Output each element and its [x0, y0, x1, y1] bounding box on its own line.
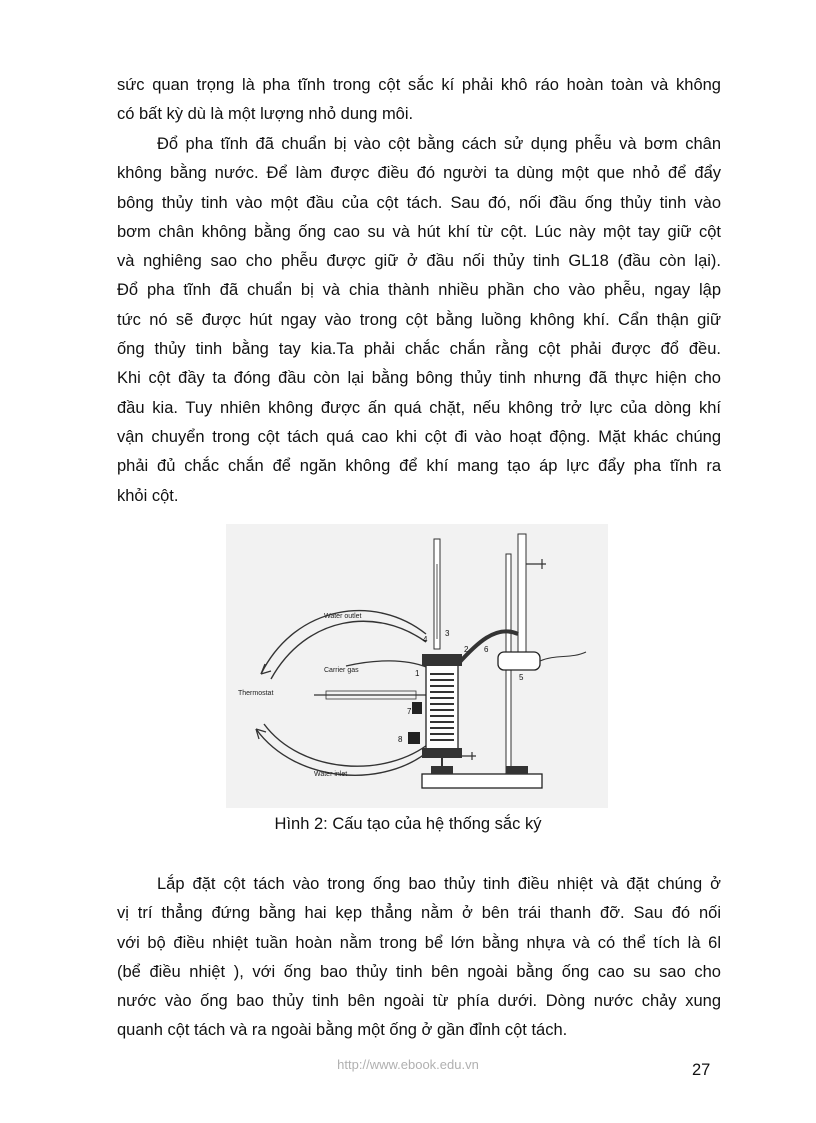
water-inlet-hose — [256, 729, 431, 775]
bottom-connector — [422, 748, 462, 758]
part-number-4: 4 — [423, 635, 428, 644]
paragraph-line: khỏi cột. — [117, 486, 179, 505]
paragraph-1 — [117, 71, 721, 130]
paragraph-line: có bất kỳ dù là một lượng nhỏ dung môi. — [117, 105, 414, 124]
part-number-2: 2 — [464, 645, 469, 654]
clamp-7 — [412, 702, 422, 714]
paragraph-line: Đổ pha tĩnh đã chuẩn bị vào cột bằng cách sử dụng phễu và bơm chân — [157, 135, 721, 153]
chromatography-apparatus-figure — [226, 524, 608, 808]
water-outlet-label: Water outlet — [324, 613, 362, 620]
stopcock-top — [526, 559, 546, 569]
footer-url: http://www.ebook.edu.vn — [337, 1057, 479, 1072]
water-inlet-label: Water inlet — [314, 771, 348, 778]
figure-caption: Hình 2: Cấu tạo của hệ thống sắc ký — [274, 815, 542, 833]
page-number: 27 — [692, 1061, 711, 1079]
right-tube — [518, 534, 526, 654]
top-connector — [422, 654, 462, 666]
carrier-gas-label: Carrier gas — [324, 667, 359, 674]
paragraph-line: bơm chân không bằng ống cao su và hút khí từ cột. Lúc này một tay giữ cột — [117, 222, 721, 241]
outlet-line — [540, 652, 586, 661]
thermostat-label: Thermostat — [238, 690, 274, 697]
flask-5 — [498, 652, 540, 670]
part-number-6: 6 — [484, 645, 489, 654]
paragraph-line: không bằng nước. Để làm được điều đó người ta dùng một que nhỏ để đẩy — [117, 164, 721, 183]
paragraph-line: Khi cột đầy ta đóng đầu còn lại bằng bông thủy tinh nhưng đã thực hiện cho — [117, 369, 721, 388]
part-number-7: 7 — [407, 707, 412, 716]
paragraph-line: Đổ pha tĩnh đã chuẩn bị và chia thành nhiều phần cho vào phễu, ngay lập — [117, 281, 721, 300]
paragraph-line: với bộ điều nhiệt tuần hoàn nằm trong bể lớn bằng nhựa và có thể tích là 6l — [117, 933, 721, 952]
paragraph-3 — [117, 870, 721, 1046]
apparatus-diagram — [226, 524, 608, 808]
part-number-8: 8 — [398, 735, 403, 744]
paragraph-line: Lắp đặt cột tách vào trong ống bao thủy tinh điều nhiệt và đặt chúng ở — [157, 875, 721, 893]
paragraph-line: tức nó sẽ được hút ngay vào trong cột bằng luồng không khí. Cẩn thận giữ — [117, 310, 721, 329]
base-clamp-left — [431, 766, 453, 774]
part-number-5: 5 — [519, 673, 524, 682]
paragraph-line: vị trí thẳng đứng bằng hai kẹp thẳng nằm ở bên trái thanh đỡ. Sau đó nối — [117, 904, 721, 923]
water-outlet-hose — [261, 611, 426, 674]
stand-base — [422, 774, 542, 788]
paragraph-line: bông thủy tinh vào một đầu của cột tách. Sau đó, nối đầu ống thủy tinh vào — [117, 193, 721, 212]
water-inlet-hose-inner — [264, 724, 431, 766]
paragraph-line: sức quan trọng là pha tĩnh trong cột sắc kí phải khô ráo hoàn toàn và không — [117, 76, 721, 94]
paragraph-line: phải đủ chắc chắn để ngăn không để khí mang tạo áp lực đẩy pha tĩnh ra — [117, 457, 721, 476]
paragraph-line: ống thủy tinh bằng tay kia.Ta phải chắc chắn rằng cột phải được đổ đều. — [117, 340, 721, 359]
clamp-8 — [408, 732, 420, 744]
paragraph-line: quanh cột tách và ra ngoài bằng một ống ở gần đỉnh cột tách. — [117, 1021, 568, 1040]
base-clamp-right — [506, 766, 528, 774]
paragraph-2 — [117, 130, 721, 511]
paragraph-line: nước vào ống bao thủy tinh bên ngoài từ phía dưới. Dòng nước chảy xung — [117, 992, 721, 1011]
paragraph-line: đầu kia. Tuy nhiên không được ấn quá chặt, nếu không trở lực của dòng khí — [117, 398, 721, 417]
column-jacket — [426, 664, 458, 749]
part-number-1: 1 — [415, 669, 420, 678]
part-number-3: 3 — [445, 629, 450, 638]
paragraph-line: và nghiêng sao cho phễu được giữ ở đầu nối thủy tinh GL18 (đầu còn lại). — [117, 252, 721, 271]
paragraph-line: (bể điều nhiệt ), với ống bao thủy tinh bên ngoài bằng ống cao su sao cho — [117, 962, 721, 981]
paragraph-line: vận chuyển trong cột tách quá cao khi cột đi vào hoạt động. Mặt khác chúng — [117, 427, 721, 446]
